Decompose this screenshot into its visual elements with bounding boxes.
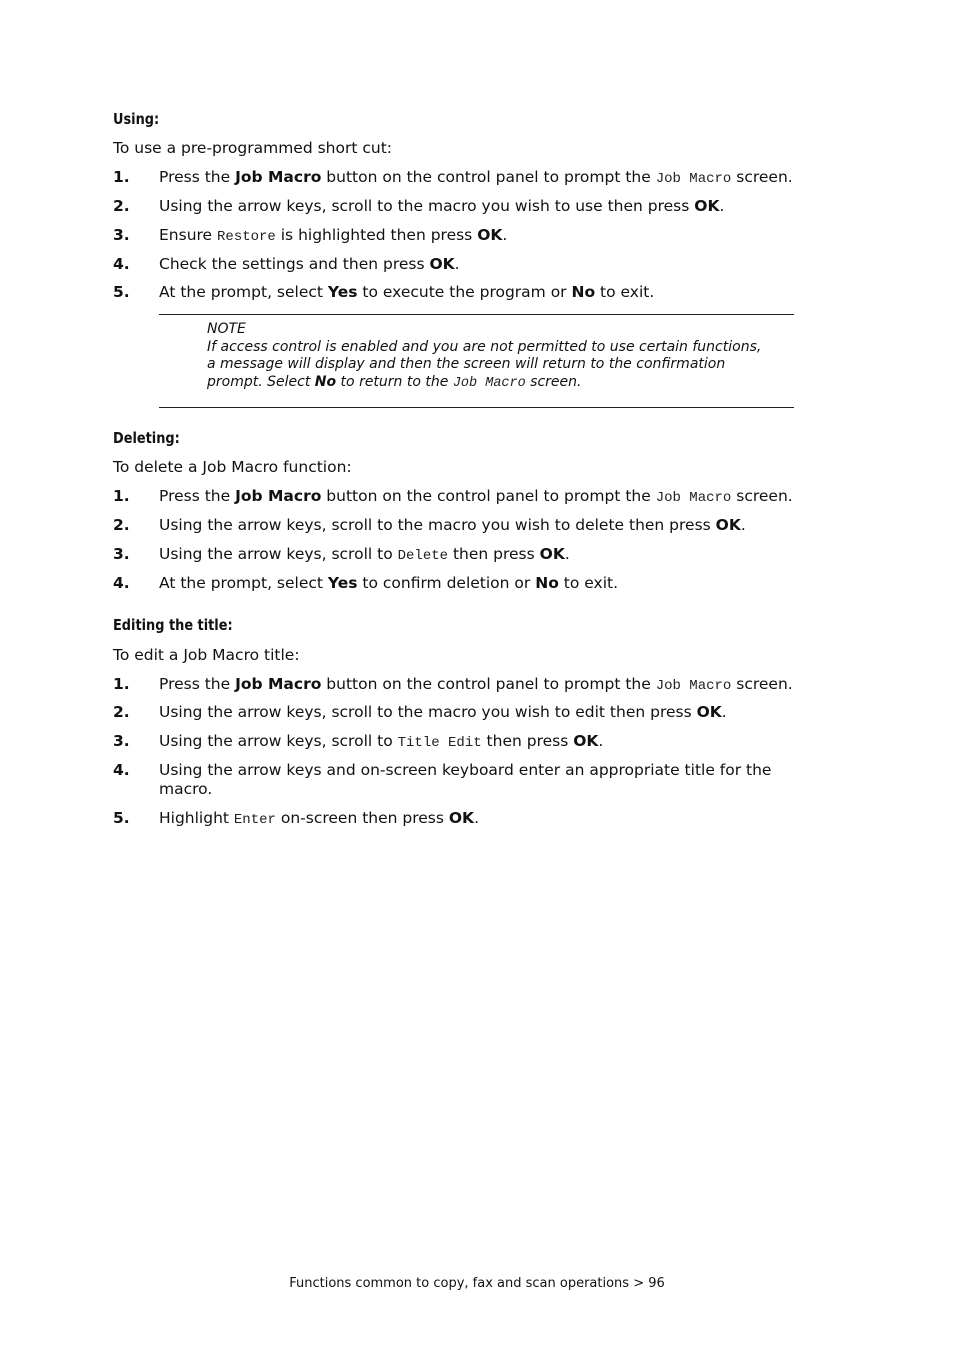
- step-number: 2.: [113, 197, 130, 215]
- step-text: Using the arrow keys, scroll to the macro you wish to use then press OK.: [159, 197, 725, 215]
- step-number: 4.: [113, 761, 130, 779]
- step-text: Using the arrow keys, scroll to Delete then press OK.: [159, 545, 570, 564]
- step-number: 5.: [113, 283, 130, 301]
- note-box: [207, 321, 787, 392]
- note-line: a message will display and then the screen will return to the confirmation: [207, 356, 726, 372]
- step-text: Ensure Restore is highlighted then press OK.: [159, 226, 508, 245]
- step-number: 3.: [113, 732, 130, 750]
- note-bottom-rule: [159, 407, 794, 408]
- note-line: prompt. Select No to return to the Job Macro screen.: [207, 373, 582, 391]
- step-number: 5.: [113, 809, 130, 827]
- section-intro-deleting: To delete a Job Macro function:: [113, 458, 352, 476]
- step-text: Press the Job Macro button on the control panel to prompt the Job Macro screen.: [159, 168, 793, 187]
- note-top-rule: [159, 314, 794, 315]
- section-heading-using: Using:: [113, 110, 160, 128]
- step-text: Using the arrow keys, scroll to Title Edit then press OK.: [159, 732, 604, 751]
- step-number: 3.: [113, 226, 130, 244]
- step-text: Press the Job Macro button on the control panel to prompt the Job Macro screen.: [159, 675, 793, 694]
- section-heading-editing: Editing the title:: [113, 616, 233, 634]
- step-text: At the prompt, select Yes to confirm deletion or No to exit.: [159, 574, 619, 592]
- step-text: Highlight Enter on-screen then press OK.: [159, 809, 479, 828]
- step-number: 2.: [113, 516, 130, 534]
- step-text: At the prompt, select Yes to execute the program or No to exit.: [159, 283, 655, 301]
- section-intro-using: To use a pre-programmed short cut:: [113, 139, 392, 157]
- step-text: Press the Job Macro button on the control panel to prompt the Job Macro screen.: [159, 487, 793, 506]
- step-number: 1.: [113, 675, 130, 693]
- step-number: 2.: [113, 703, 130, 721]
- step-number: 1.: [113, 168, 130, 186]
- step-number: 3.: [113, 545, 130, 563]
- step-text: Check the settings and then press OK.: [159, 255, 460, 273]
- step-number: 4.: [113, 574, 130, 592]
- step-number: 4.: [113, 255, 130, 273]
- step-text: Using the arrow keys, scroll to the macro you wish to delete then press OK.: [159, 516, 746, 534]
- section-heading-deleting: Deleting:: [113, 429, 180, 447]
- section-intro-editing: To edit a Job Macro title:: [113, 646, 300, 664]
- step-number: 1.: [113, 487, 130, 505]
- note-title: NOTE: [207, 321, 246, 337]
- step-text: Using the arrow keys and on-screen keyboard enter an appropriate title for the macro.: [159, 761, 772, 798]
- note-line: If access control is enabled and you are not permitted to use certain functions,: [207, 338, 762, 355]
- step-text: Using the arrow keys, scroll to the macro you wish to edit then press OK.: [159, 703, 727, 721]
- page-footer: Functions common to copy, fax and scan operations > 96: [289, 1276, 665, 1291]
